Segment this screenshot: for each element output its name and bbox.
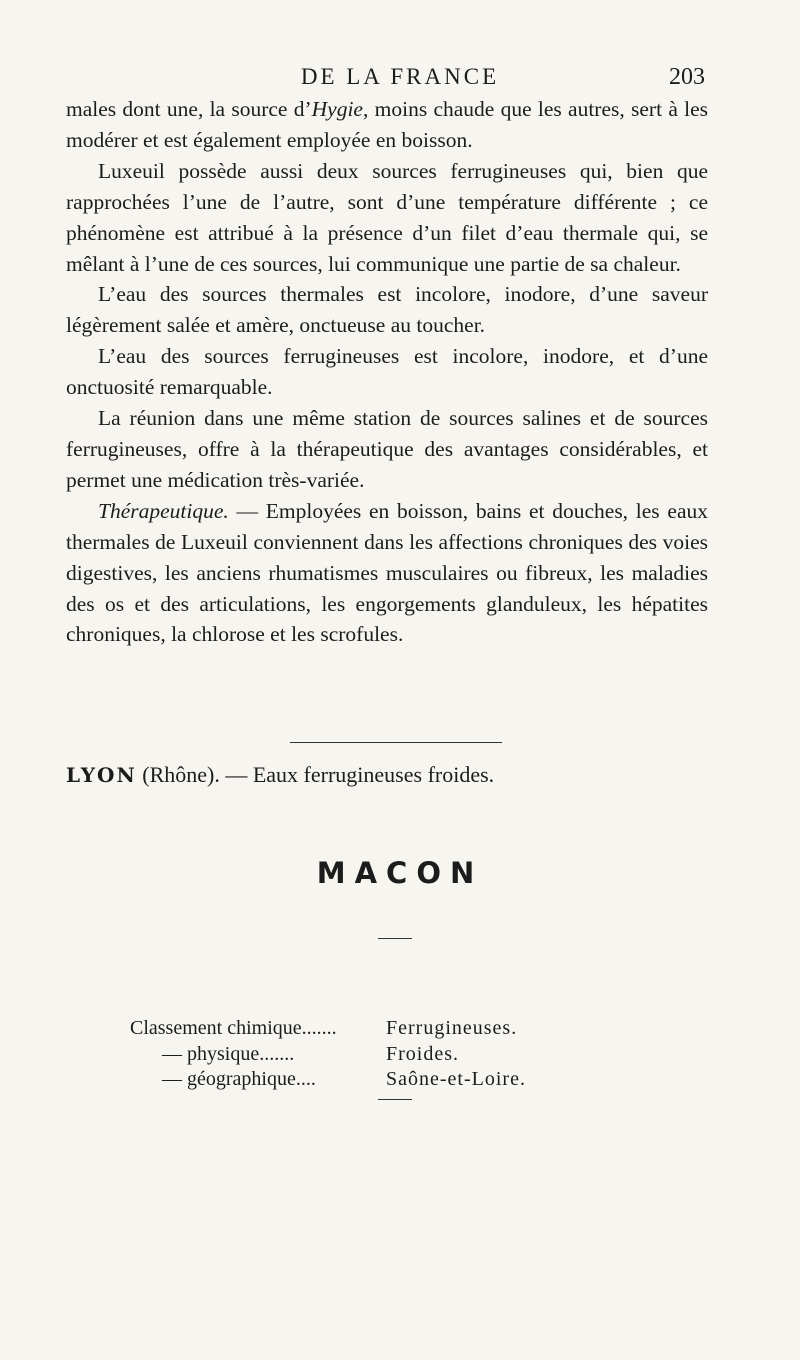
closing-rule <box>378 1099 412 1100</box>
heading-rule <box>378 938 412 939</box>
paragraph-text: L’eau des sources thermales est incolore, inodore, d’une saveur légèrement salée et amère, onctueuse au toucher. <box>66 282 708 338</box>
running-title: DE LA FRANCE <box>300 64 500 89</box>
classification-value: Froides. <box>386 1042 459 1065</box>
paragraph-text: Luxeuil possède aussi deux sources ferrugineuses qui, bien que rapprochées l’une de l’autre, sont d’une température différente ; ce phénomène est attribué à la présence d’un filet d’eau thermale qui, se mêlant à l’une de ces sources, lui communique une partie de sa chaleur. <box>66 158 708 276</box>
classification-row <box>130 1042 526 1068</box>
classification-value: Saône-et-Loire. <box>386 1068 526 1090</box>
lyon-description: (Rhône). — Eaux ferrugineuses froides. <box>136 762 495 787</box>
classification-value: Ferrugineuses. <box>386 1017 518 1039</box>
paragraph <box>66 341 708 403</box>
paragraph-text: L’eau des sources ferrugineuses est incolore, inodore, et d’une onctuosité remarquable. <box>66 344 708 400</box>
paragraph-text: , moins chaude que les autres, sert à les modérer et est également employée en boisson. <box>66 97 709 152</box>
lyon-name: LYON <box>66 763 137 787</box>
classification-table <box>130 1016 526 1093</box>
paragraph <box>66 403 708 496</box>
paragraph <box>66 156 708 280</box>
classification-row <box>130 1067 526 1093</box>
page-number: 203 <box>669 64 705 90</box>
body-text <box>66 94 708 650</box>
paragraph <box>66 496 708 651</box>
classification-label: — géographique.... <box>162 1068 316 1090</box>
classification-label: — physique....... <box>162 1042 295 1065</box>
running-header <box>0 62 800 92</box>
paragraph <box>66 279 708 341</box>
paragraph-text: — Employées en boisson, bains et douches, les eaux thermales de Luxeuil conviennent dans les affections chroniques des voies digestives, les anciens rhumatismes musculaires ou fibreux, les maladies des os et des articulations, les engorgements glanduleux, les hépatites chroniques, la chlorose et les scrofules. <box>66 498 708 647</box>
section-divider <box>290 742 502 743</box>
classification-row <box>130 1016 526 1042</box>
italic-text: Hygie <box>311 97 363 121</box>
macon-heading: MACON <box>316 856 484 890</box>
italic-text: Thérapeutique. <box>98 498 229 523</box>
paragraph-text: males dont une, la source d’ <box>66 97 312 121</box>
classification-label: Classement chimique....... <box>130 1017 337 1039</box>
paragraph-text: La réunion dans une même station de sources salines et de sources ferrugineuses, offre à la thérapeutique des avantages considérables, et permet une médication très-variée. <box>66 406 708 492</box>
paragraph <box>66 94 708 156</box>
lyon-entry <box>66 762 494 788</box>
